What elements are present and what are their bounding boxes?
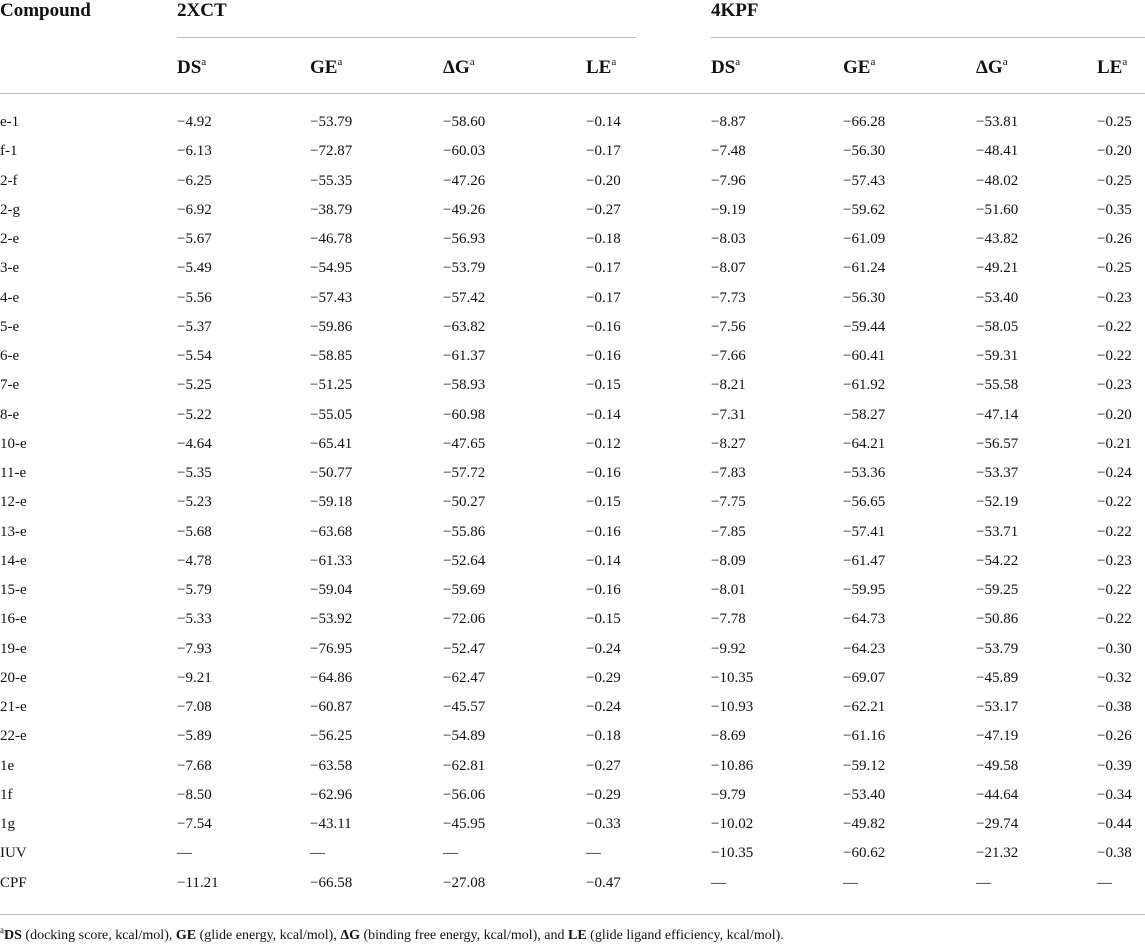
cell-dg-4kpf: −53.81 [976,114,1019,130]
cell-ge-2xct: −53.92 [310,611,353,628]
cell-dg-2xct: −52.64 [443,552,486,569]
cell-le-4kpf: −0.39 [1097,757,1132,774]
cell-dg-4kpf: −51.60 [976,201,1019,218]
cell-ds-2xct: −5.67 [177,231,212,247]
cell-le-4kpf: −0.26 [1097,728,1132,745]
cell-compound: 2-e [0,231,20,247]
cell-le-2xct: −0.16 [586,318,621,335]
cell-ge-2xct: −61.33 [310,552,353,569]
cell-ge-2xct: −72.87 [310,143,353,160]
cell-ge-2xct: −53.79 [310,114,353,130]
cell-le-2xct: −0.16 [586,465,621,481]
cell-le-2xct: — [586,845,601,862]
cell-le-2xct: −0.14 [586,406,621,423]
header-rule [0,93,1145,94]
table-row [0,494,1145,524]
cell-dg-4kpf: −43.82 [976,231,1019,247]
cell-le-4kpf: −0.22 [1097,611,1132,628]
cell-ge-4kpf: −56.30 [843,289,886,306]
cell-ds-2xct: −5.22 [177,406,212,423]
cell-ds-4kpf: −7.48 [711,143,746,160]
cell-dg-2xct: −52.47 [443,640,486,657]
cell-dg-4kpf: −53.40 [976,289,1019,306]
cell-ds-4kpf: −10.35 [711,845,754,862]
cell-compound: 4-e [0,289,20,306]
cell-ge-4kpf: −61.16 [843,728,886,745]
cell-compound: 21-e [0,699,27,715]
cell-ge-2xct: −58.85 [310,348,353,364]
cell-ds-4kpf: −8.69 [711,728,746,745]
cell-ge-2xct: −65.41 [310,435,353,452]
cell-dg-2xct: −27.08 [443,874,486,891]
cell-le-2xct: −0.12 [586,435,621,452]
cell-compound: 14-e [0,552,27,569]
cell-ds-4kpf: −7.78 [711,611,746,628]
cell-ds-4kpf: — [711,874,726,891]
cell-ge-2xct: −50.77 [310,465,353,481]
table-row [0,728,1145,758]
cell-le-4kpf: −0.23 [1097,552,1132,569]
cell-dg-4kpf: −53.37 [976,465,1019,481]
cell-ds-2xct: −6.13 [177,143,212,160]
cell-ds-2xct: −4.92 [177,114,212,130]
table-row [0,377,1145,407]
cell-le-2xct: −0.14 [586,114,621,130]
cell-ge-4kpf: −66.28 [843,114,886,130]
cell-dg-4kpf: −55.58 [976,377,1019,394]
cell-ds-2xct: −6.25 [177,172,212,189]
cell-dg-4kpf: −48.41 [976,143,1019,160]
cell-ge-4kpf: −64.73 [843,611,886,628]
cell-compound: CPF [0,874,27,891]
cell-ge-2xct: −60.87 [310,699,353,715]
cell-le-2xct: −0.16 [586,348,621,364]
cell-le-2xct: −0.17 [586,143,621,160]
cell-le-4kpf: −0.38 [1097,699,1132,715]
cell-le-2xct: −0.24 [586,640,621,657]
cell-ge-2xct: −59.18 [310,494,353,511]
cell-dg-2xct: −56.93 [443,231,486,247]
cell-ds-4kpf: −7.66 [711,348,746,364]
cell-ge-2xct: −76.95 [310,640,353,657]
cell-dg-2xct: −61.37 [443,348,486,364]
cell-ds-4kpf: −9.19 [711,201,746,218]
footnote: $^a$DS (docking score, kcal/mol), GE (glide energy, kcal/mol), ΔG (binding free energy, kcal/mol), and LE (glide ligand efficiency, kcal/mol). [0,925,784,943]
cell-ds-4kpf: −7.31 [711,406,746,423]
sub-header-dg-4kpf: $\Delta G^a$ [976,56,1008,78]
cell-ds-2xct: −5.37 [177,318,212,335]
cell-ge-4kpf: −60.41 [843,348,886,364]
table-row [0,670,1145,700]
cell-ge-2xct: −46.78 [310,231,353,247]
cell-dg-2xct: −47.26 [443,172,486,189]
table-row [0,641,1145,671]
cell-dg-2xct: −53.79 [443,260,486,277]
cell-le-2xct: −0.27 [586,201,621,218]
cell-dg-2xct: −58.93 [443,377,486,394]
cell-dg-4kpf: −21.32 [976,845,1019,862]
cell-compound: 2-g [0,201,20,218]
cell-le-4kpf: −0.38 [1097,845,1132,862]
cell-le-2xct: −0.24 [586,699,621,715]
cell-compound: 20-e [0,669,27,686]
cell-ds-4kpf: −9.79 [711,786,746,803]
cell-ds-2xct: −5.68 [177,523,212,540]
cell-le-2xct: −0.15 [586,611,621,628]
cell-ge-4kpf: −64.23 [843,640,886,657]
cell-dg-4kpf: −44.64 [976,786,1019,803]
cell-ds-2xct: −5.89 [177,728,212,745]
cell-ds-4kpf: −10.35 [711,669,754,686]
cell-ds-4kpf: −8.27 [711,435,746,452]
cell-ds-4kpf: −10.02 [711,816,754,832]
cell-dg-4kpf: −49.21 [976,260,1019,277]
cell-ds-4kpf: −10.93 [711,699,754,715]
cell-dg-2xct: −72.06 [443,611,486,628]
cell-compound: f-1 [0,143,18,160]
cell-dg-2xct: −63.82 [443,318,486,335]
cell-ds-4kpf: −10.86 [711,757,754,774]
cell-le-4kpf: −0.20 [1097,143,1132,160]
cell-dg-4kpf: −54.22 [976,552,1019,569]
cell-le-2xct: −0.33 [586,816,621,832]
cell-ge-4kpf: −61.09 [843,231,886,247]
table-row [0,582,1145,612]
sub-header-ds-4kpf: $DS^a$ [711,56,741,78]
cell-dg-4kpf: −48.02 [976,172,1019,189]
cell-dg-4kpf: −53.79 [976,640,1019,657]
cell-compound: 19-e [0,640,27,657]
cell-le-4kpf: −0.34 [1097,786,1132,803]
cell-dg-4kpf: −59.25 [976,582,1019,598]
cell-dg-4kpf: −45.89 [976,669,1019,686]
cell-ge-4kpf: −59.62 [843,201,886,218]
cell-ds-2xct: −5.23 [177,494,212,511]
cell-le-4kpf: −0.44 [1097,816,1132,832]
cell-ge-4kpf: −69.07 [843,669,886,686]
cell-le-2xct: −0.15 [586,377,621,394]
cell-le-4kpf: −0.22 [1097,494,1132,511]
cell-dg-2xct: −59.69 [443,582,486,598]
cell-dg-2xct: −60.03 [443,143,486,160]
table-row [0,787,1145,817]
cell-le-4kpf: −0.25 [1097,260,1132,277]
cell-ge-2xct: −55.35 [310,172,353,189]
cell-dg-2xct: −50.27 [443,494,486,511]
cell-le-4kpf: −0.26 [1097,231,1132,247]
cell-ds-2xct: −5.33 [177,611,212,628]
sub-header-ds-2xct: $DS^a$ [177,56,207,78]
cell-le-4kpf: −0.22 [1097,348,1132,364]
cell-ge-4kpf: −49.82 [843,816,886,832]
cell-dg-4kpf: −47.19 [976,728,1019,745]
cell-ds-4kpf: −7.85 [711,523,746,540]
cell-le-2xct: −0.16 [586,523,621,540]
cell-ds-2xct: −4.64 [177,435,212,452]
cell-dg-2xct: −62.81 [443,757,486,774]
cell-dg-4kpf: −47.14 [976,406,1019,423]
table-row [0,758,1145,788]
cell-ge-2xct: −51.25 [310,377,353,394]
cell-dg-2xct: −45.57 [443,699,486,715]
cell-ge-2xct: −38.79 [310,201,353,218]
cell-le-2xct: −0.15 [586,494,621,511]
table-row [0,816,1145,846]
cell-le-2xct: −0.17 [586,289,621,306]
cell-le-4kpf: −0.21 [1097,435,1132,452]
cell-le-4kpf: −0.24 [1097,465,1132,481]
cell-ds-4kpf: −8.87 [711,114,746,130]
cell-dg-4kpf: −52.19 [976,494,1019,511]
cell-dg-4kpf: −56.57 [976,435,1019,452]
cell-dg-4kpf: −53.17 [976,699,1019,715]
cell-ge-4kpf: −60.62 [843,845,886,862]
cell-ge-2xct: −64.86 [310,669,353,686]
group-header-2xct: 2XCT [177,0,227,21]
cell-dg-4kpf: −50.86 [976,611,1019,628]
cell-le-2xct: −0.17 [586,260,621,277]
cell-compound: 16-e [0,611,27,628]
cell-ge-4kpf: −64.21 [843,435,886,452]
table-row [0,845,1145,875]
cell-le-2xct: −0.20 [586,172,621,189]
cell-ge-2xct: −63.68 [310,523,353,540]
cell-ge-4kpf: −62.21 [843,699,886,715]
sub-header-le-4kpf: $LE^a$ [1097,56,1128,78]
cell-dg-4kpf: −58.05 [976,318,1019,335]
cell-le-2xct: −0.18 [586,728,621,745]
cell-ds-2xct: −7.08 [177,699,212,715]
cell-ds-4kpf: −8.09 [711,552,746,569]
cell-compound: 13-e [0,523,27,540]
cell-ds-2xct: −8.50 [177,786,212,803]
cell-compound: 22-e [0,728,27,745]
table-row [0,202,1145,232]
cell-ge-2xct: −43.11 [310,816,352,832]
cell-le-2xct: −0.18 [586,231,621,247]
cell-ge-4kpf: −61.24 [843,260,886,277]
group-rule-2xct [177,37,636,38]
table-row [0,553,1145,583]
cell-le-4kpf: −0.30 [1097,640,1132,657]
cell-le-4kpf: −0.25 [1097,172,1132,189]
cell-ds-2xct: −5.35 [177,465,212,481]
table-row [0,875,1145,905]
sub-header-ge-2xct: $GE^a$ [310,56,343,78]
sub-header-le-2xct: $LE^a$ [586,56,617,78]
table-row [0,465,1145,495]
cell-ge-2xct: −63.58 [310,757,353,774]
cell-compound: 2-f [0,172,18,189]
cell-ds-4kpf: −8.07 [711,260,746,277]
cell-dg-2xct: −57.72 [443,465,486,481]
cell-ds-4kpf: −8.03 [711,231,746,247]
cell-ds-2xct: −4.78 [177,552,212,569]
cell-compound: 1f [0,786,13,803]
cell-ge-4kpf: −57.43 [843,172,886,189]
cell-ge-4kpf: −56.30 [843,143,886,160]
group-rule-4kpf [711,37,1145,38]
cell-dg-2xct: −54.89 [443,728,486,745]
cell-ds-4kpf: −7.73 [711,289,746,306]
cell-ge-2xct: −66.58 [310,874,353,891]
cell-ge-4kpf: −58.27 [843,406,886,423]
cell-le-4kpf: −0.25 [1097,114,1132,130]
cell-le-4kpf: — [1097,874,1112,891]
table-row [0,524,1145,554]
cell-dg-2xct: −58.60 [443,114,486,130]
cell-ds-4kpf: −8.21 [711,377,746,394]
cell-le-2xct: −0.16 [586,582,621,598]
table-row [0,611,1145,641]
cell-ds-2xct: −9.21 [177,669,212,686]
cell-compound: 1g [0,816,15,832]
cell-compound: 8-e [0,406,20,423]
cell-dg-4kpf: −59.31 [976,348,1019,364]
table-row [0,231,1145,261]
cell-dg-2xct: −55.86 [443,523,486,540]
cell-ge-4kpf: −53.36 [843,465,886,481]
cell-dg-2xct: — [443,845,458,862]
cell-ds-2xct: −5.54 [177,348,212,364]
table-row [0,348,1145,378]
cell-ds-2xct: −11.21 [177,874,219,891]
cell-ge-2xct: −59.86 [310,318,353,335]
cell-ge-4kpf: −61.92 [843,377,886,394]
cell-ds-2xct: −5.49 [177,260,212,277]
table-row [0,114,1145,144]
cell-compound: e-1 [0,114,20,130]
cell-dg-2xct: −60.98 [443,406,486,423]
table-row [0,436,1145,466]
cell-ge-4kpf: −59.44 [843,318,886,335]
cell-ge-2xct: −54.95 [310,260,353,277]
cell-dg-2xct: −56.06 [443,786,486,803]
cell-compound: IUV [0,845,27,862]
cell-dg-4kpf: −53.71 [976,523,1019,540]
cell-ge-2xct: −56.25 [310,728,353,745]
cell-le-2xct: −0.29 [586,786,621,803]
cell-ge-4kpf: — [843,874,858,891]
group-header-4kpf: 4KPF [711,0,759,21]
cell-ge-4kpf: −56.65 [843,494,886,511]
cell-ds-2xct: −7.93 [177,640,212,657]
cell-ge-4kpf: −61.47 [843,552,886,569]
cell-le-4kpf: −0.22 [1097,582,1132,598]
cell-compound: 10-e [0,435,27,452]
cell-le-4kpf: −0.23 [1097,289,1132,306]
cell-le-4kpf: −0.22 [1097,523,1132,540]
cell-dg-2xct: −49.26 [443,201,486,218]
cell-le-4kpf: −0.32 [1097,669,1132,686]
table-row [0,290,1145,320]
cell-ds-2xct: −5.25 [177,377,212,394]
cell-ds-4kpf: −9.92 [711,640,746,657]
sub-header-ge-4kpf: $GE^a$ [843,56,876,78]
cell-ds-4kpf: −8.01 [711,582,746,598]
cell-le-2xct: −0.14 [586,552,621,569]
cell-ge-4kpf: −57.41 [843,523,886,540]
cell-compound: 1e [0,757,15,774]
cell-ds-2xct: −6.92 [177,201,212,218]
cell-le-4kpf: −0.20 [1097,406,1132,423]
cell-le-2xct: −0.27 [586,757,621,774]
table-row [0,699,1145,729]
cell-le-2xct: −0.47 [586,874,621,891]
table-bottom-rule [0,914,1145,915]
cell-le-4kpf: −0.35 [1097,201,1132,218]
table-row [0,260,1145,290]
cell-ge-2xct: −59.04 [310,582,353,598]
cell-dg-2xct: −57.42 [443,289,486,306]
sub-header-dg-2xct: $\Delta G^a$ [443,56,475,78]
cell-ge-4kpf: −59.95 [843,582,886,598]
cell-ds-4kpf: −7.83 [711,465,746,481]
cell-compound: 5-e [0,318,20,335]
table-row [0,143,1145,173]
cell-ge-4kpf: −53.40 [843,786,886,803]
cell-dg-2xct: −45.95 [443,816,486,832]
cell-ds-2xct: −5.56 [177,289,212,306]
cell-dg-4kpf: −29.74 [976,816,1019,832]
cell-ds-4kpf: −7.56 [711,318,746,335]
cell-compound: 3-e [0,260,20,277]
cell-ds-2xct: −5.79 [177,582,212,598]
cell-le-4kpf: −0.22 [1097,318,1132,335]
cell-ds-4kpf: −7.75 [711,494,746,511]
cell-compound: 15-e [0,582,27,598]
cell-ge-2xct: −62.96 [310,786,353,803]
table-row [0,407,1145,437]
cell-ge-2xct: −55.05 [310,406,353,423]
cell-ge-4kpf: −59.12 [843,757,886,774]
cell-ge-2xct: −57.43 [310,289,353,306]
cell-compound: 11-e [0,465,27,481]
cell-le-2xct: −0.29 [586,669,621,686]
table-row [0,173,1145,203]
cell-ds-2xct: −7.54 [177,816,212,832]
table-row [0,319,1145,349]
cell-dg-2xct: −62.47 [443,669,486,686]
cell-ds-2xct: −7.68 [177,757,212,774]
cell-dg-4kpf: −49.58 [976,757,1019,774]
cell-compound: 6-e [0,348,20,364]
cell-ds-4kpf: −7.96 [711,172,746,189]
cell-compound: 7-e [0,377,20,394]
cell-dg-2xct: −47.65 [443,435,486,452]
compound-header: Compound [0,0,91,21]
cell-ge-2xct: — [310,845,325,862]
cell-le-4kpf: −0.23 [1097,377,1132,394]
cell-dg-4kpf: — [976,874,991,891]
cell-ds-2xct: — [177,845,192,862]
cell-compound: 12-e [0,494,27,511]
